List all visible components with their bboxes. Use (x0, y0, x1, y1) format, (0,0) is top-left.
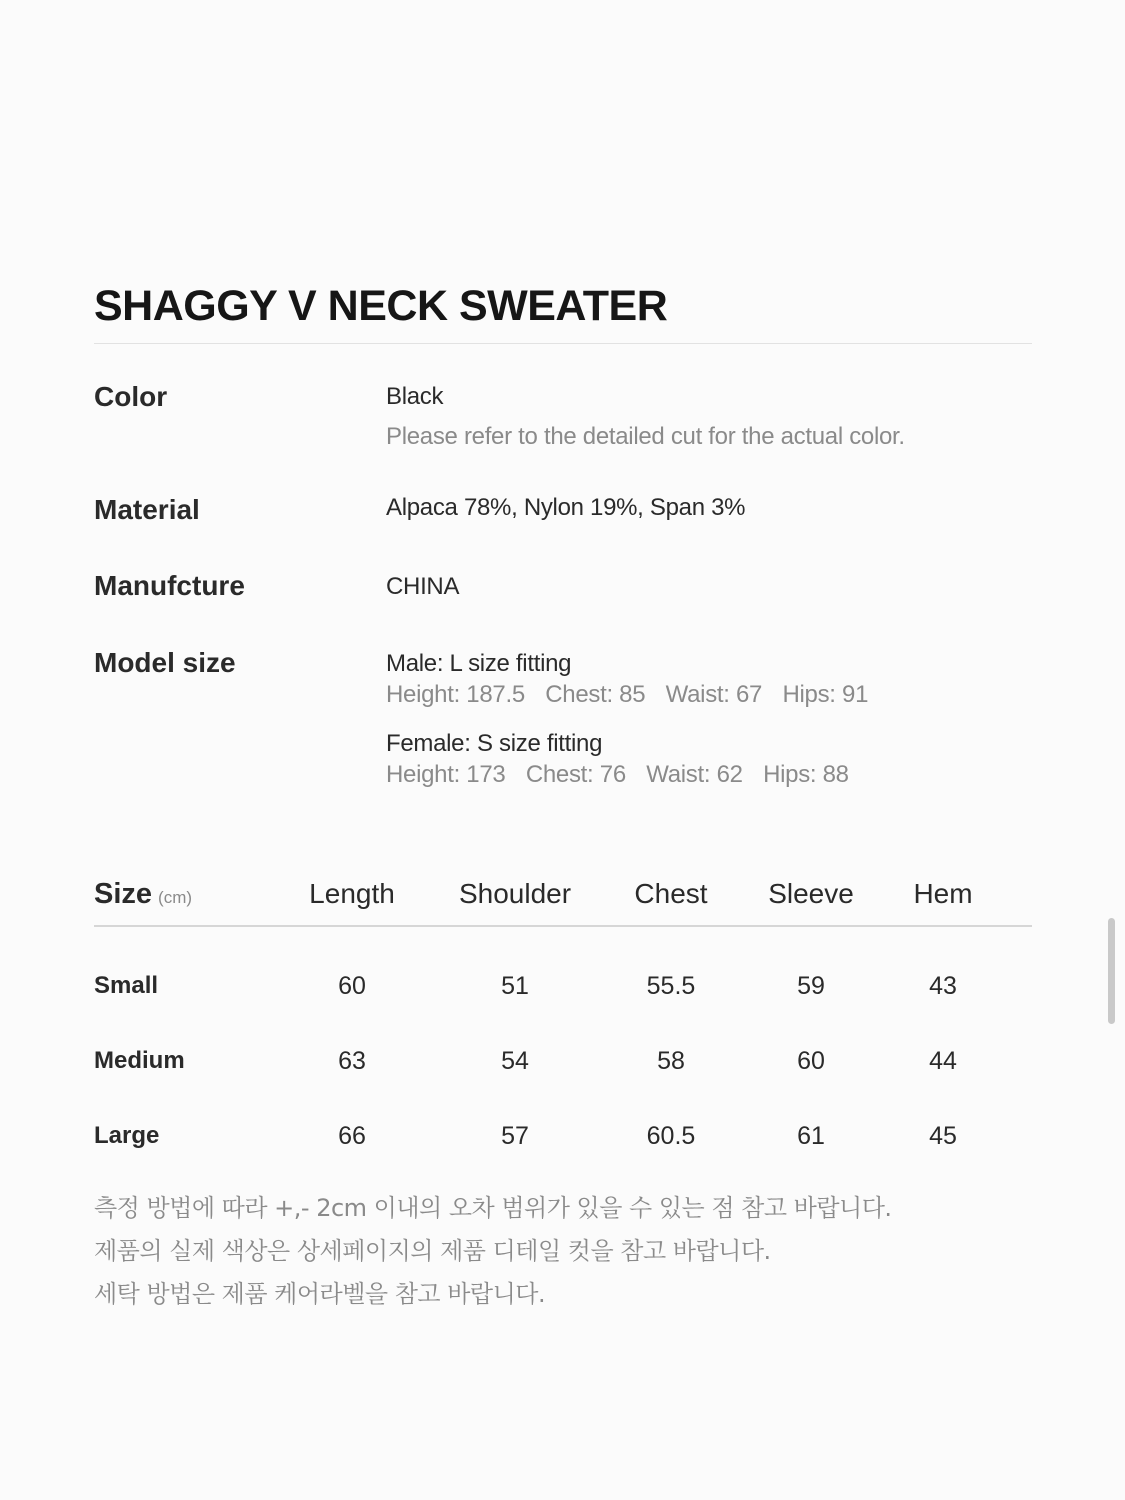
male-fitting: Male: L size fitting (386, 650, 572, 677)
table-cell: 44 (929, 1047, 957, 1075)
note-actual-color: 제품의 실제 색상은 상세페이지의 제품 디테일 컷을 참고 바랍니다. (94, 1237, 771, 1265)
color-value: Black (386, 383, 444, 410)
male-chest: Chest: 85 (545, 681, 646, 708)
size-table-title (94, 875, 192, 917)
column-header-chest: Chest (634, 878, 708, 909)
table-cell: 61 (797, 1122, 825, 1150)
row-label: Large (94, 1122, 160, 1149)
size-table-divider (94, 925, 1032, 927)
color-label: Color (94, 381, 168, 412)
table-row (94, 966, 1032, 1006)
column-header-sleeve: Sleeve (768, 878, 854, 909)
table-cell: 60 (797, 1047, 825, 1075)
table-cell: 45 (929, 1122, 957, 1150)
column-header-shoulder: Shoulder (458, 878, 572, 909)
table-cell: 63 (338, 1047, 366, 1075)
table-row (94, 1116, 1032, 1156)
male-measurements (386, 679, 882, 711)
male-height: Height: 187.5 (386, 681, 525, 708)
female-fitting: Female: S size fitting (386, 730, 603, 757)
size-unit: (cm) (158, 888, 193, 907)
size-table-header (94, 875, 1032, 915)
column-header-hem: Hem (913, 878, 973, 909)
table-row (94, 1041, 1032, 1081)
female-waist: Waist: 62 (646, 761, 743, 788)
manufacture-label: Manufcture (94, 570, 245, 601)
female-hips: Hips: 88 (763, 761, 849, 788)
note-measurement-tolerance: 측정 방법에 따라 +,- 2cm 이내의 오차 범위가 있을 수 있는 점 참고 바랍니다. (94, 1194, 892, 1222)
color-note: Please refer to the detailed cut for the actual color. (386, 423, 905, 450)
table-cell: 55.5 (646, 972, 696, 1000)
material-value: Alpaca 78%, Nylon 19%, Span 3% (386, 494, 746, 521)
male-hips: Hips: 91 (782, 681, 869, 708)
row-label: Medium (94, 1047, 185, 1074)
table-cell: 59 (797, 972, 825, 1000)
table-cell: 66 (338, 1122, 366, 1150)
table-cell: 43 (929, 972, 957, 1000)
table-cell: 60 (338, 972, 366, 1000)
product-title: SHAGGY V NECK SWEATER (94, 282, 668, 330)
material-label: Material (94, 494, 200, 525)
size-title-text: Size (94, 878, 153, 910)
female-chest: Chest: 76 (525, 761, 626, 788)
column-header-length: Length (309, 878, 395, 909)
female-measurements (386, 759, 863, 791)
table-cell: 58 (657, 1047, 685, 1075)
vertical-scrollbar[interactable] (1108, 918, 1115, 1024)
male-waist: Waist: 67 (665, 681, 763, 708)
table-cell: 57 (501, 1122, 529, 1150)
note-washing: 세탁 방법은 제품 케어라벨을 참고 바랍니다. (94, 1280, 546, 1308)
title-divider (94, 343, 1032, 344)
row-label: Small (94, 972, 159, 999)
table-cell: 54 (501, 1047, 529, 1075)
manufacture-value: CHINA (386, 573, 460, 600)
table-cell: 60.5 (646, 1122, 696, 1150)
table-cell: 51 (501, 972, 529, 1000)
model-size-label: Model size (94, 647, 236, 678)
female-height: Height: 173 (386, 761, 506, 788)
